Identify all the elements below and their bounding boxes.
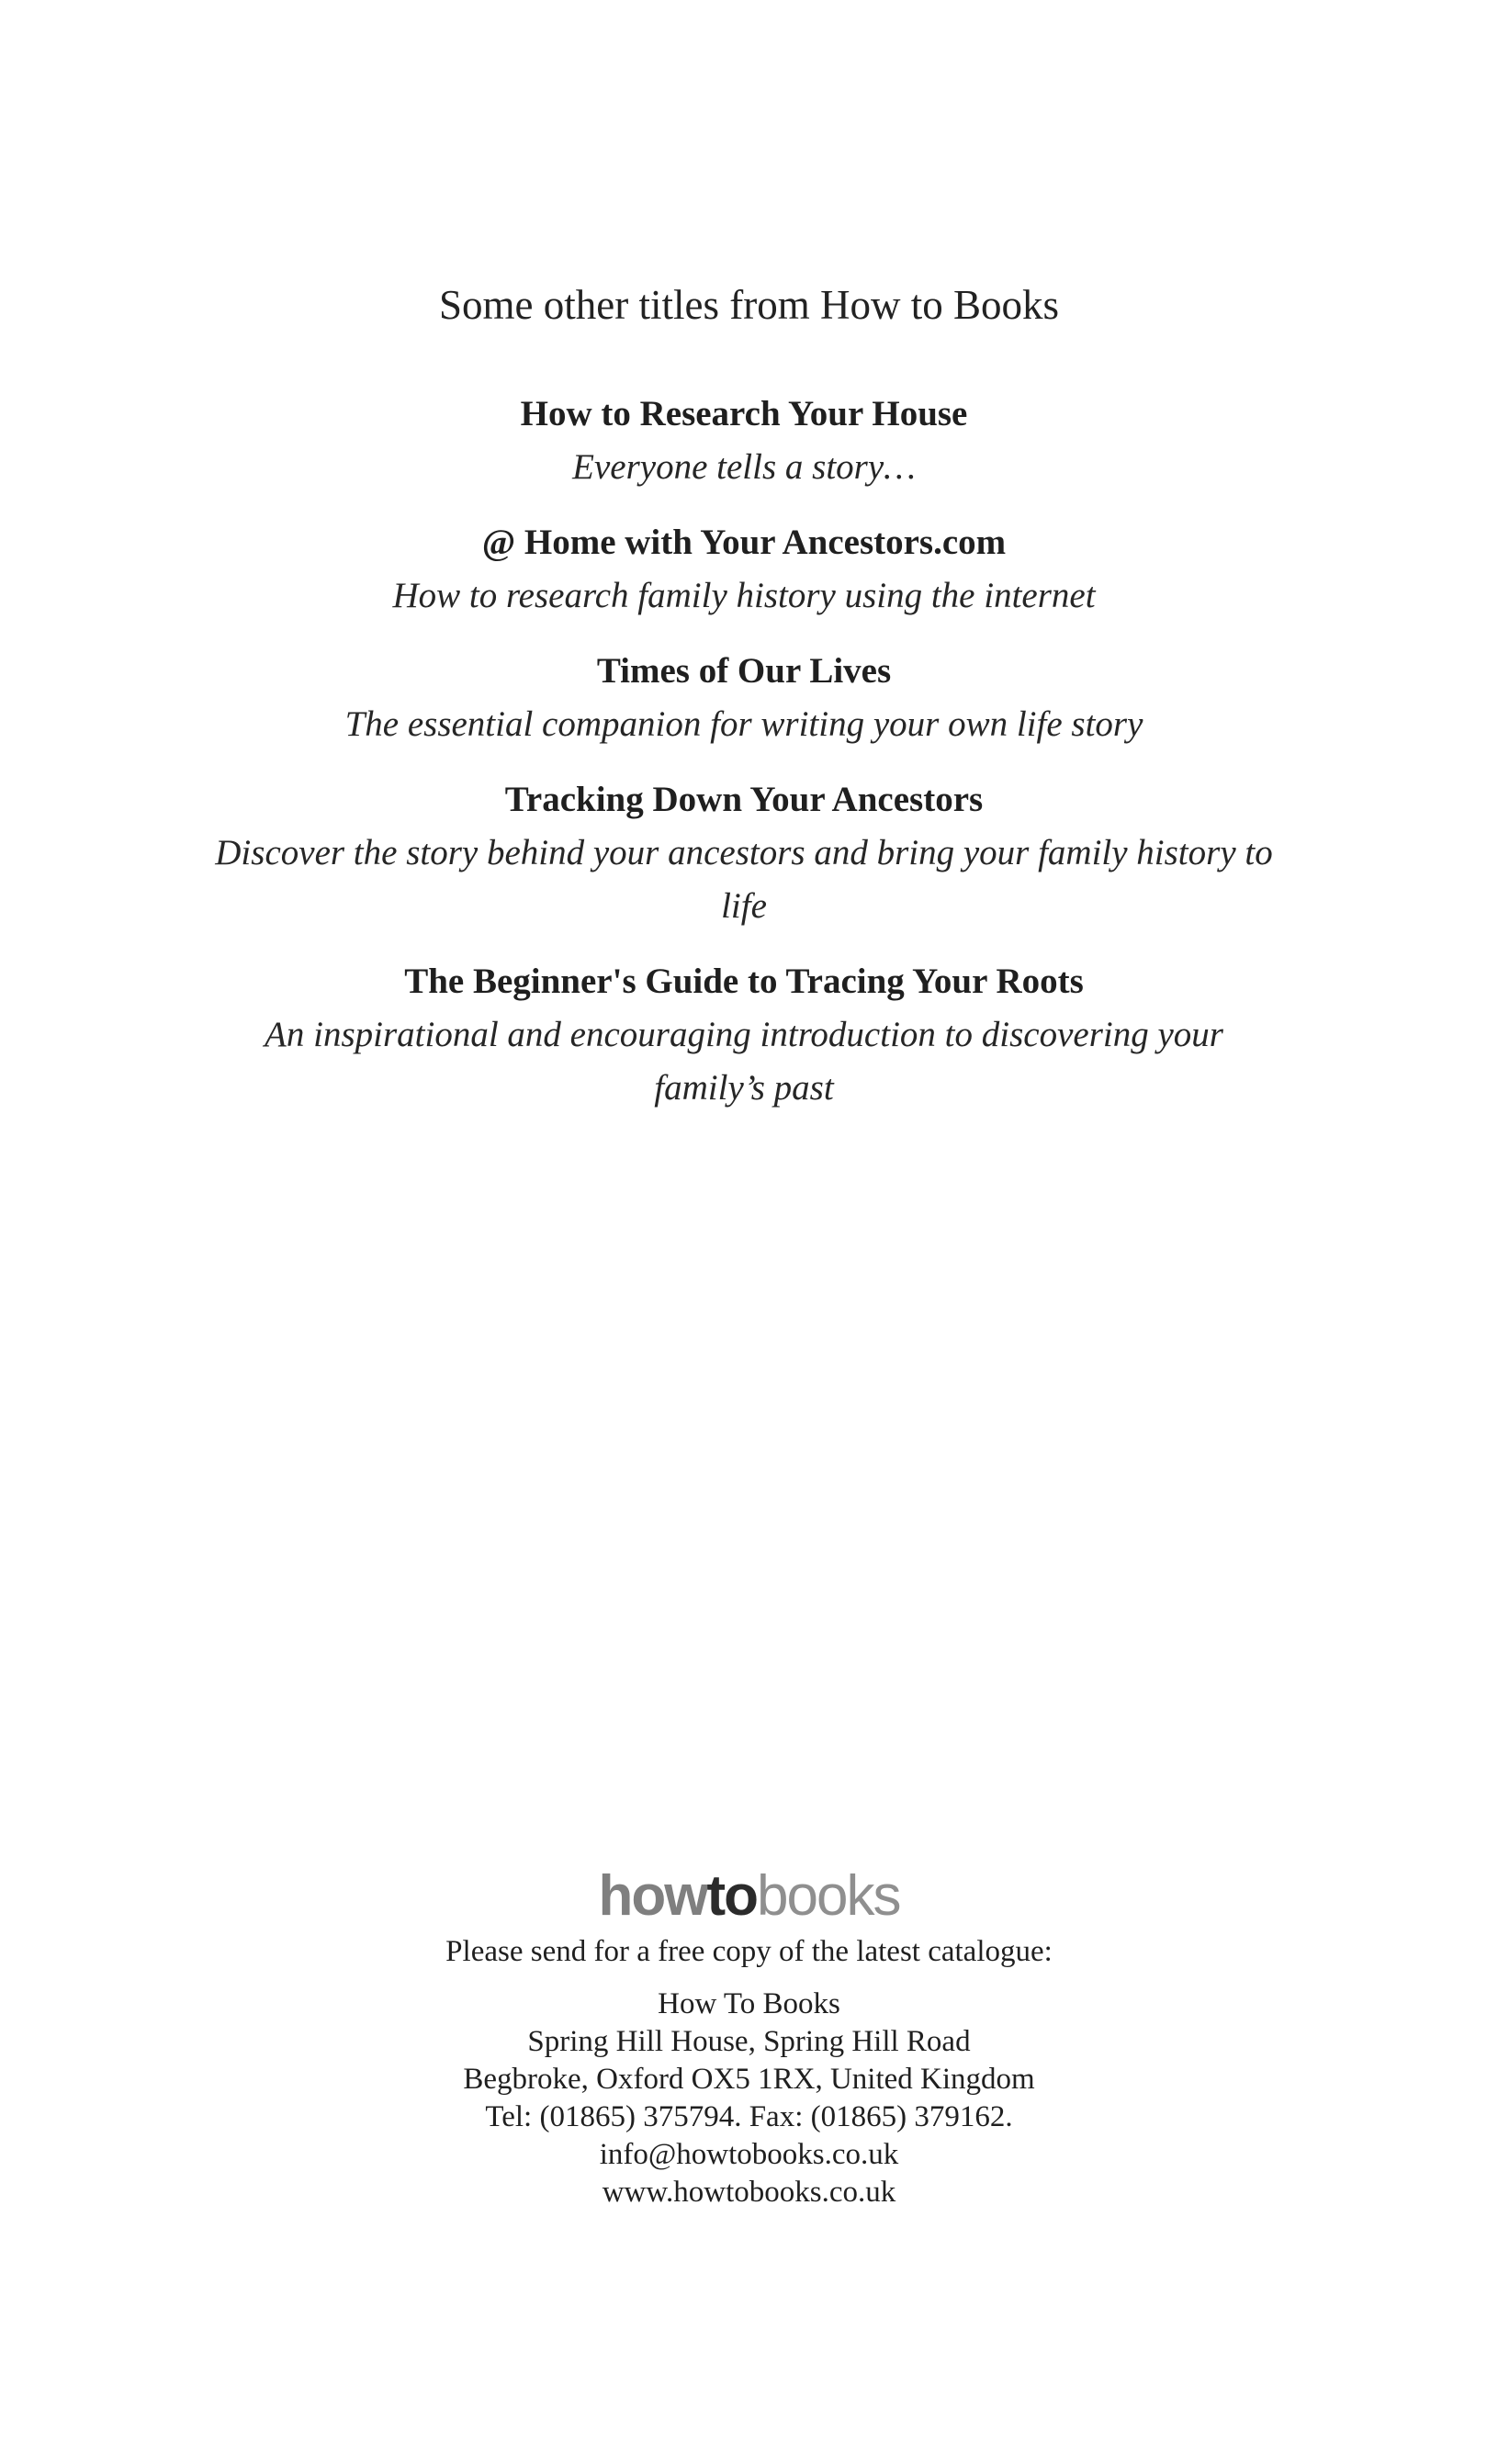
logo-part-how: how — [598, 1864, 707, 1928]
book-entry — [211, 516, 1277, 623]
address-line-1: Spring Hill House, Spring Hill Road — [527, 2025, 971, 2058]
catalogue-request-text: Please send for a free copy of the latest catalogue: — [445, 1935, 1053, 1968]
book-subtitle: Everyone tells a story… — [572, 447, 916, 487]
book-title: How to Research Your House — [520, 394, 968, 433]
page-heading: Some other titles from How to Books — [439, 282, 1059, 328]
book-entry — [211, 388, 1277, 494]
book-subtitle: An inspirational and encouraging introduction to discovering your family’s past — [265, 1015, 1223, 1108]
address-email: info@howtobooks.co.uk — [599, 2138, 899, 2171]
publisher-address — [0, 1986, 1498, 2211]
address-website: www.howtobooks.co.uk — [602, 2176, 896, 2209]
book-title: Tracking Down Your Ancestors — [504, 780, 984, 819]
book-entry — [211, 955, 1277, 1115]
book-title: Times of Our Lives — [596, 651, 892, 691]
book-subtitle: Discover the story behind your ancestors and bring your family history to life — [215, 833, 1273, 926]
publisher-logo — [0, 1864, 1498, 1929]
address-phone: Tel: (01865) 375794. Fax: (01865) 379162. — [485, 2100, 1013, 2133]
book-entry — [211, 773, 1277, 933]
book-entry — [211, 645, 1277, 751]
book-title: The Beginner's Guide to Tracing Your Roots — [404, 962, 1084, 1001]
address-name: How To Books — [658, 1987, 840, 2020]
logo-part-books: books — [757, 1864, 900, 1928]
book-subtitle: How to research family history using the internet — [392, 576, 1096, 615]
book-list — [211, 388, 1277, 1137]
logo-part-to: to — [706, 1864, 758, 1928]
book-title: @ Home with Your Ancestors.com — [481, 523, 1007, 562]
book-subtitle: The essential companion for writing your own life story — [344, 704, 1143, 744]
address-line-2: Begbroke, Oxford OX5 1RX, United Kingdom — [463, 2063, 1035, 2096]
